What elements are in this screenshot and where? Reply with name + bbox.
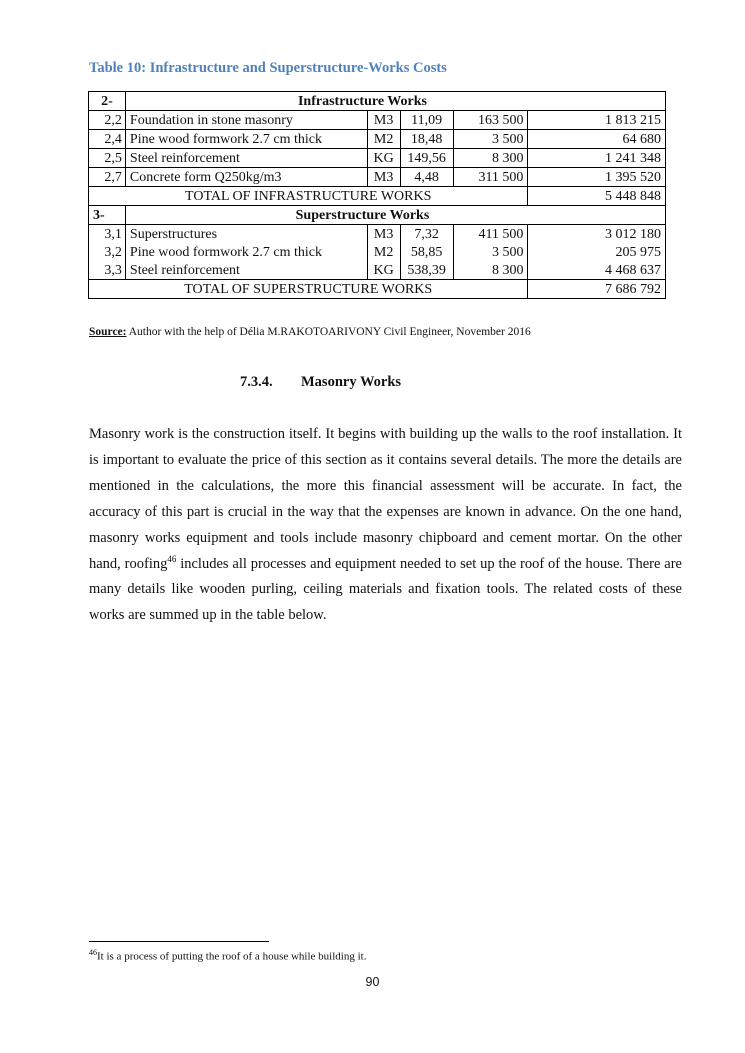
item-unit: M3 [367, 111, 400, 130]
item-unit: M3 [367, 168, 400, 187]
total-label: TOTAL OF SUPERSTRUCTURE WORKS [89, 280, 528, 299]
item-code: 3,2 [89, 243, 126, 261]
body-paragraph [89, 422, 682, 629]
section-number: 2- [89, 92, 126, 111]
item-code: 3,1 [89, 225, 126, 244]
paragraph-text-start: Masonry work is the construction itself. It begins with building up the walls to the roof installation. It is important to evaluate the price of this section as it contains several details. The more the details are mentioned in the calculations, the more this financial assessment will be accurate. In fact, the accuracy of this part is crucial in the way that the expenses are known in advance. On the one hand, masonry works equipment and tools include masonry chipboard and cement mortar. On the other hand, roofing [89, 426, 682, 572]
infrastructure-section-header [89, 92, 666, 111]
table-row [89, 243, 666, 261]
total-amount: 7 686 792 [528, 280, 666, 299]
item-code: 2,2 [89, 111, 126, 130]
infrastructure-total-row [89, 187, 666, 206]
section-heading [240, 374, 401, 391]
table-row [89, 225, 666, 244]
item-quantity: 4,48 [400, 168, 453, 187]
item-designation: Pine wood formwork 2.7 cm thick [125, 130, 367, 149]
table-row [89, 261, 666, 280]
item-unit-price: 3 500 [453, 130, 528, 149]
item-amount: 205 975 [528, 243, 666, 261]
item-designation: Steel reinforcement [125, 261, 367, 280]
item-amount: 4 468 637 [528, 261, 666, 280]
item-quantity: 18,48 [400, 130, 453, 149]
item-designation: Steel reinforcement [125, 149, 367, 168]
item-designation: Pine wood formwork 2.7 cm thick [125, 243, 367, 261]
footnote-reference[interactable]: 46 [167, 553, 177, 564]
item-code: 3,3 [89, 261, 126, 280]
item-unit-price: 311 500 [453, 168, 528, 187]
section-title: Masonry Works [301, 374, 402, 390]
table-row [89, 168, 666, 187]
item-amount: 1 241 348 [528, 149, 666, 168]
item-code: 2,5 [89, 149, 126, 168]
total-amount: 5 448 848 [528, 187, 666, 206]
costs-table [88, 91, 666, 299]
item-code: 2,4 [89, 130, 126, 149]
item-unit-price: 3 500 [453, 243, 528, 261]
table-caption: Table 10: Infrastructure and Superstructure-Works Costs [89, 60, 447, 76]
item-unit: KG [367, 149, 400, 168]
source-note [89, 326, 531, 338]
total-label: TOTAL OF INFRASTRUCTURE WORKS [89, 187, 528, 206]
item-designation: Superstructures [125, 225, 367, 244]
item-unit: M2 [367, 243, 400, 261]
section-number: 7.3.4. [240, 374, 273, 390]
item-quantity: 11,09 [400, 111, 453, 130]
item-unit-price: 8 300 [453, 261, 528, 280]
item-code: 2,7 [89, 168, 126, 187]
source-label: Source: [89, 326, 127, 338]
source-text: Author with the help of Délia M.RAKOTOARIVONY Civil Engineer, November 2016 [126, 326, 531, 338]
item-unit-price: 8 300 [453, 149, 528, 168]
item-amount: 1 395 520 [528, 168, 666, 187]
section-title: Infrastructure Works [125, 92, 665, 111]
item-amount: 64 680 [528, 130, 666, 149]
paragraph-text-end: includes all processes and equipment needed to set up the roof of the house. There are many details like wooden purling, ceiling materials and fixation tools. The related costs of these works are summed up in the table below. [89, 555, 682, 624]
item-designation: Foundation in stone masonry [125, 111, 367, 130]
item-quantity: 7,32 [400, 225, 453, 244]
section-number: 3- [89, 206, 126, 225]
item-quantity: 58,85 [400, 243, 453, 261]
footnote-number: 46 [89, 948, 97, 957]
item-amount: 3 012 180 [528, 225, 666, 244]
item-unit: M3 [367, 225, 400, 244]
footnote-text: It is a process of putting the roof of a house while building it. [97, 950, 367, 963]
item-amount: 1 813 215 [528, 111, 666, 130]
superstructure-total-row [89, 280, 666, 299]
item-unit-price: 163 500 [453, 111, 528, 130]
superstructure-section-header [89, 206, 666, 225]
item-unit: KG [367, 261, 400, 280]
item-quantity: 149,56 [400, 149, 453, 168]
table-row [89, 130, 666, 149]
table-row [89, 149, 666, 168]
item-unit-price: 411 500 [453, 225, 528, 244]
table-row [89, 111, 666, 130]
item-designation: Concrete form Q250kg/m3 [125, 168, 367, 187]
footnote [89, 948, 366, 963]
section-title: Superstructure Works [125, 206, 665, 225]
footnote-separator [89, 941, 269, 942]
item-unit: M2 [367, 130, 400, 149]
page-number: 90 [365, 975, 380, 989]
item-quantity: 538,39 [400, 261, 453, 280]
